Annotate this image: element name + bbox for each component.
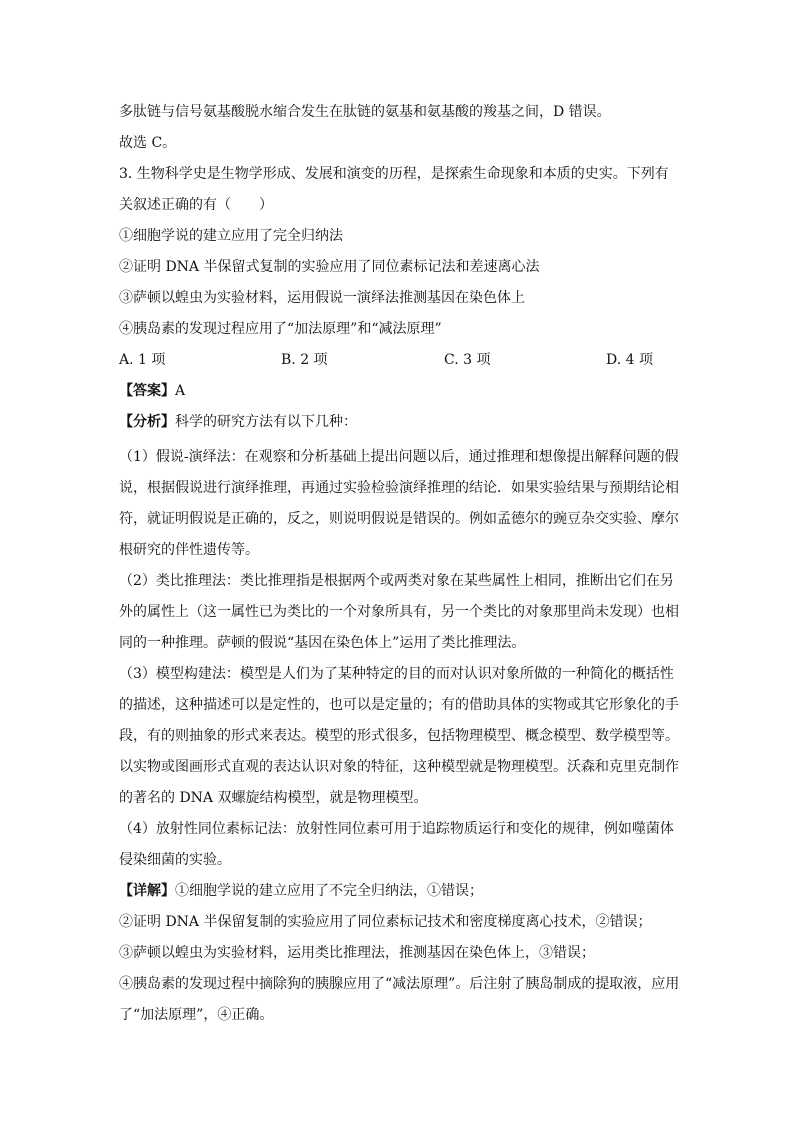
detail-line: ①细胞学说的建立应用了不完全归纳法，①错误； bbox=[175, 883, 483, 899]
option-c: C. 3 项 bbox=[444, 352, 491, 368]
statement-2: ②证明 DNA 半保留式复制的实验应用了同位素标记法和差速离心法 bbox=[119, 259, 540, 275]
analysis-line: 的著名的 DNA 双螺旋结构模型，就是物理模型。 bbox=[119, 790, 428, 806]
detail-line: ②证明 DNA 半保留复制的实验应用了同位素标记技术和密度梯度离心技术，②错误； bbox=[119, 914, 652, 930]
analysis-line: 说，根据假说进行演绎推理，再通过实验检验演绎推理的结论．如果实验结果与预期结论相 bbox=[119, 480, 679, 496]
analysis-line: 同的一种推理。萨顿的假说“基因在染色体上”运用了类比推理法。 bbox=[119, 635, 526, 651]
answer-label: 【答案】 bbox=[119, 383, 175, 399]
detail-label: 【详解】 bbox=[119, 883, 175, 899]
text-line: 故选 C。 bbox=[119, 135, 177, 151]
option-a: A. 1 项 bbox=[119, 352, 166, 368]
analysis-heading bbox=[119, 413, 689, 431]
analysis-line: （1）假说-演绎法：在观察和分析基础上提出问题以后，通过推理和想像提出解释问题的假 bbox=[119, 449, 679, 465]
analysis-label: 【分析】 bbox=[119, 414, 175, 430]
statement-3: ③萨顿以蝗虫为实验材料，运用假说一演绎法推测基因在染色体上 bbox=[119, 290, 525, 306]
analysis-line: 的描述，这种描述可以是定性的，也可以是定量的；有的借助具体的实物或其它形象化的手 bbox=[119, 697, 679, 713]
detail-line: ④胰岛素的发现过程中摘除狗的胰腺应用了“减法原理”。后注射了胰岛制成的提取液，应用 bbox=[119, 976, 680, 992]
question-stem: 3. 生物科学史是生物学形成、发展和演变的历程，是探索生命现象和本质的史实。下列有 bbox=[119, 166, 669, 182]
detail-line: ③萨顿以蝗虫为实验材料，运用类比推理法，推测基因在染色体上，③错误； bbox=[119, 945, 595, 961]
answer-line bbox=[119, 382, 689, 400]
detail-heading bbox=[119, 882, 689, 900]
analysis-line: 根研究的伴性遗传等。 bbox=[119, 542, 259, 558]
statement-1: ①细胞学说的建立应用了完全归纳法 bbox=[119, 228, 343, 244]
analysis-line: 以实物或图画形式直观的表达认识对象的特征，这种模型就是物理模型。沃森和克里克制作 bbox=[119, 759, 679, 775]
statement-4: ④胰岛素的发现过程应用了“加法原理”和“减法原理” bbox=[119, 321, 442, 337]
analysis-line: 段，有的则抽象的形式来表达。模型的形式很多，包括物理模型、概念模型、数学模型等。 bbox=[119, 728, 679, 744]
analysis-line: 外的属性上（这一属性已为类比的一个对象所具有，另一个类比的对象那里尚未发现）也相 bbox=[119, 604, 679, 620]
text-line: 多肽链与信号氨基酸脱水缩合发生在肽链的氨基和氨基酸的羧基之间，D 错误。 bbox=[119, 104, 611, 120]
answer-value: A bbox=[175, 383, 186, 399]
analysis-line: 侵染细菌的实验。 bbox=[119, 852, 231, 868]
analysis-line: （2）类比推理法：类比推理指是根据两个或两类对象在某些属性上相同，推断出它们在另 bbox=[119, 573, 674, 589]
question-stem: 关叙述正确的有（ ） bbox=[119, 197, 273, 213]
option-d: D. 4 项 bbox=[606, 352, 653, 368]
analysis-intro: 科学的研究方法有以下几种： bbox=[175, 414, 357, 430]
option-b: B. 2 项 bbox=[281, 352, 328, 368]
analysis-line: （3）模型构建法：模型是人们为了某种特定的目的而对认识对象所做的一种简化的概括性 bbox=[119, 666, 674, 682]
detail-line: 了“加法原理”，④正确。 bbox=[119, 1007, 274, 1023]
answer-options bbox=[119, 351, 699, 369]
analysis-line: （4）放射性同位素标记法：放射性同位素可用于追踪物质运行和变化的规律，例如噬菌体 bbox=[119, 821, 674, 837]
analysis-line: 符，就证明假说是正确的，反之，则说明假说是错误的。例如孟德尔的豌豆杂交实验、摩尔 bbox=[119, 511, 679, 527]
